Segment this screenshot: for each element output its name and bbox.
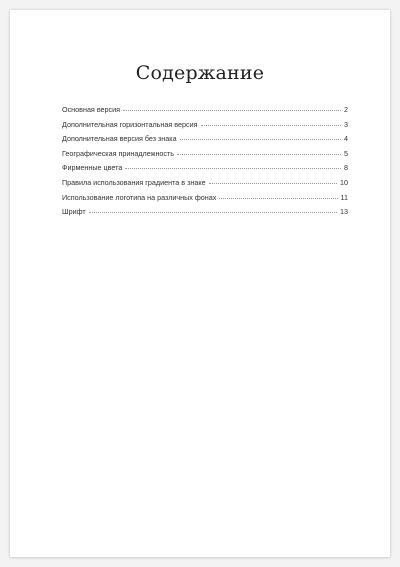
toc-entry-page-number: 8 bbox=[344, 163, 348, 173]
toc-entry[interactable] bbox=[62, 120, 348, 135]
toc-entry[interactable] bbox=[62, 193, 348, 208]
toc-entry-page-number: 10 bbox=[340, 177, 348, 187]
toc-entry-label: Дополнительная горизонтальная версия bbox=[62, 119, 198, 129]
table-of-contents bbox=[62, 105, 348, 222]
toc-entry-label: Основная версия bbox=[62, 105, 121, 114]
toc-entry[interactable] bbox=[62, 134, 348, 149]
toc-entry[interactable] bbox=[62, 105, 348, 120]
page-title: Содержание bbox=[135, 62, 265, 84]
toc-dot-leader bbox=[209, 183, 337, 184]
toc-entry[interactable] bbox=[62, 149, 348, 164]
document-page bbox=[10, 10, 390, 557]
toc-entry-page-number: 11 bbox=[340, 192, 348, 202]
toc-entry-label: Использование логотипа на различных фонах bbox=[62, 192, 217, 202]
toc-entry-page-number: 4 bbox=[344, 134, 348, 144]
toc-entry-label: Правила использования градиента в знаке bbox=[62, 177, 206, 187]
toc-entry-page-number: 2 bbox=[344, 105, 348, 114]
toc-dot-leader bbox=[201, 125, 341, 126]
toc-entry[interactable] bbox=[62, 178, 348, 193]
toc-dot-leader bbox=[180, 139, 341, 140]
toc-dot-leader bbox=[125, 168, 341, 169]
toc-dot-leader bbox=[89, 212, 337, 213]
toc-dot-leader bbox=[219, 198, 337, 199]
toc-entry-label: Географическая принадлежность bbox=[62, 148, 175, 158]
toc-entry-label: Шрифт bbox=[62, 207, 86, 217]
toc-dot-leader bbox=[123, 110, 341, 111]
toc-entry-page-number: 13 bbox=[340, 207, 348, 217]
toc-entry-label: Дополнительная версия без знака bbox=[62, 134, 177, 144]
toc-dot-leader bbox=[177, 154, 341, 155]
toc-entry-page-number: 5 bbox=[344, 148, 348, 158]
toc-entry-page-number: 3 bbox=[344, 119, 348, 129]
toc-entry[interactable] bbox=[62, 207, 348, 222]
toc-entry[interactable] bbox=[62, 163, 348, 178]
toc-entry-label: Фирменные цвета bbox=[62, 163, 123, 173]
